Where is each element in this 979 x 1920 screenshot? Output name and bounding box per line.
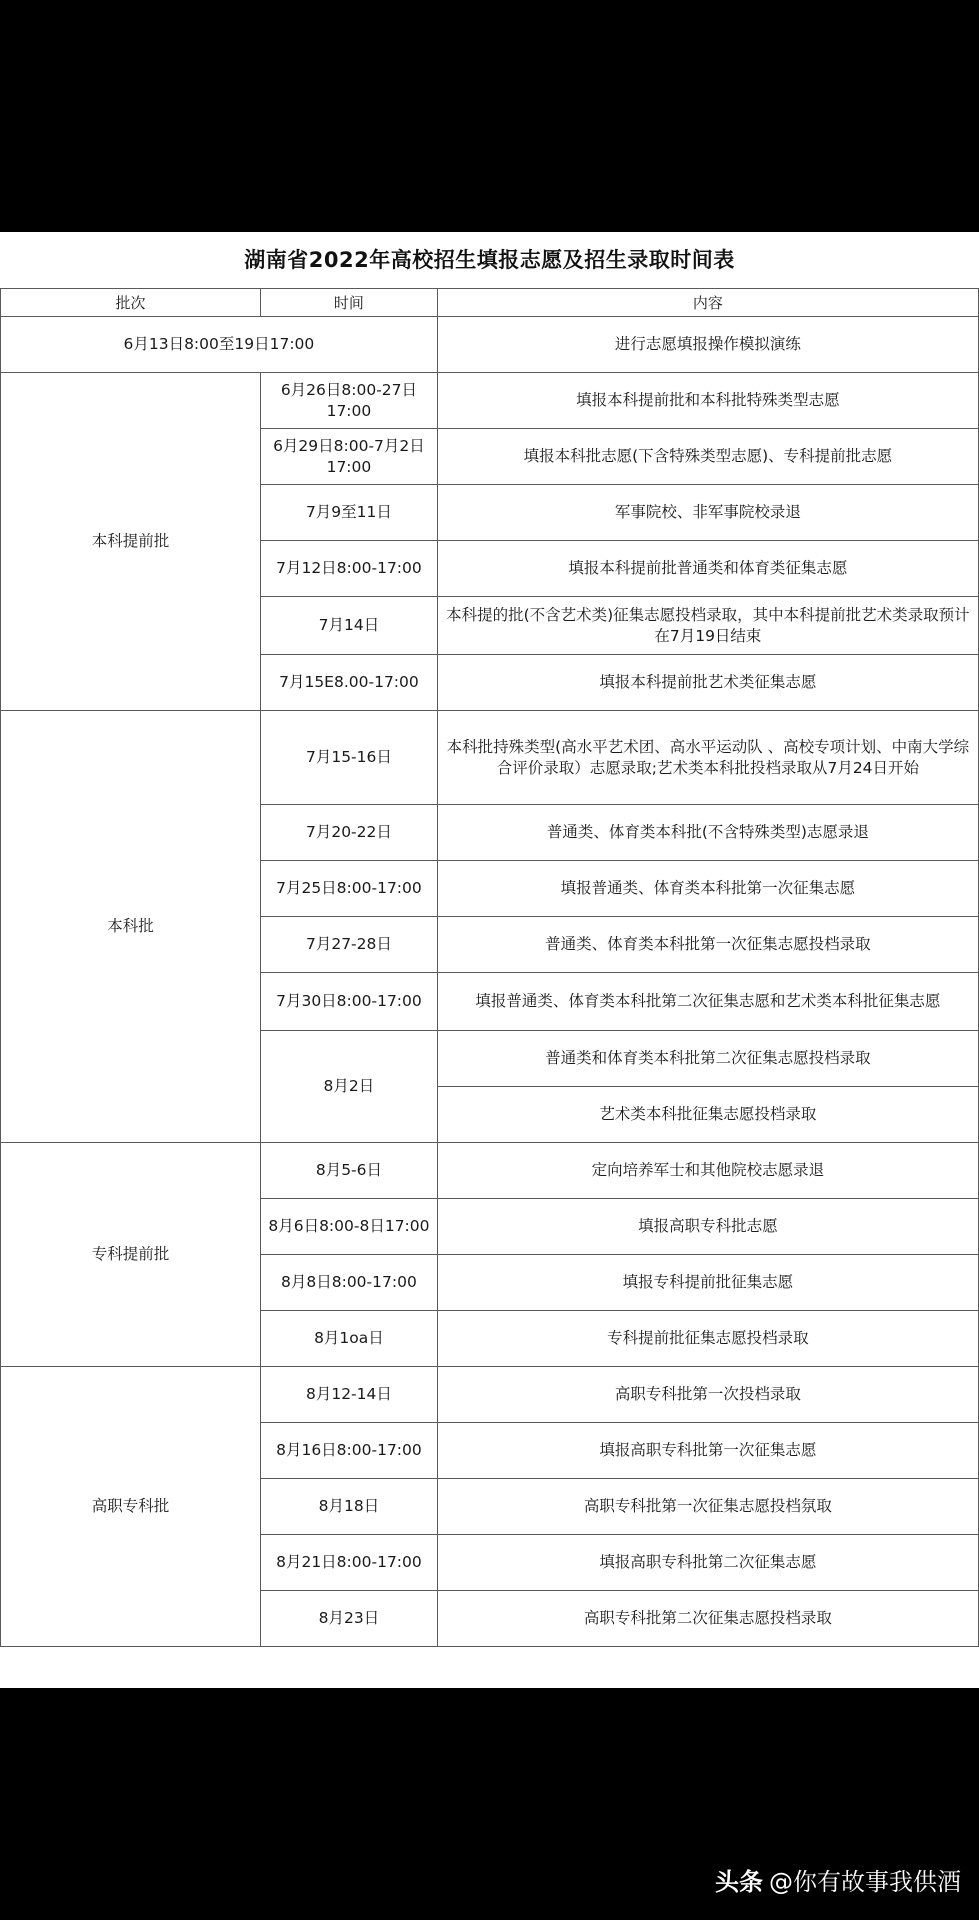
content-cell: 本科批持殊类型(高水平艺术团、高水平运动队 、高校专项计划、中南大学综合评价录取）志愿录取;艺术类本科批投档录取从7月24日开始 bbox=[437, 711, 978, 805]
mock-drill-row bbox=[1, 317, 979, 373]
time-cell: 8月16日8:00-17:00 bbox=[261, 1423, 438, 1479]
batch-cell: 专科提前批 bbox=[1, 1143, 261, 1367]
content-cell: 填报专科提前批征集志愿 bbox=[437, 1255, 978, 1311]
content-cell: 军事院校、非军事院校录退 bbox=[437, 485, 978, 541]
time-cell: 7月14日 bbox=[261, 597, 438, 655]
batch-cell: 高职专科批 bbox=[1, 1367, 261, 1647]
time-cell: 7月12日8:00-17:00 bbox=[261, 541, 438, 597]
time-cell: 7月20-22日 bbox=[261, 805, 438, 861]
content-cell: 普通类、体育类本科批(不含特殊类型)志愿录退 bbox=[437, 805, 978, 861]
time-cell: 6月29日8:00-7月2日17:00 bbox=[261, 429, 438, 485]
watermark-brand: 头条 bbox=[715, 1868, 763, 1896]
time-cell: 8月5-6日 bbox=[261, 1143, 438, 1199]
content-cell: 填报本科提前批普通类和体育类征集志愿 bbox=[437, 541, 978, 597]
content-cell: 高职专科批第一次投档录取 bbox=[437, 1367, 978, 1423]
time-cell: 8月18日 bbox=[261, 1479, 438, 1535]
time-cell: 8月2日 bbox=[261, 1031, 438, 1143]
time-cell: 8月23日 bbox=[261, 1591, 438, 1647]
header-time-label: 时间 bbox=[333, 293, 364, 312]
time-cell: 8月21日8:00-17:00 bbox=[261, 1535, 438, 1591]
time-cell: 8月6日8:00-8日17:00 bbox=[261, 1199, 438, 1255]
time-cell: 7月15E8.00-17:00 bbox=[261, 655, 438, 711]
header-content: 内容 bbox=[437, 289, 978, 317]
watermark bbox=[715, 1862, 961, 1902]
time-cell: 7月30日8:00-17:00 bbox=[261, 973, 438, 1031]
content-cell: 定向培养军士和其他院校志愿录退 bbox=[437, 1143, 978, 1199]
content-cell: 填报普通类、体育类本科批第二次征集志愿和艺术类本科批征集志愿 bbox=[437, 973, 978, 1031]
table-row bbox=[1, 1367, 979, 1423]
table-row bbox=[1, 711, 979, 805]
content-cell: 填报高职专科批志愿 bbox=[437, 1199, 978, 1255]
watermark-author: @你有故事我供酒 bbox=[769, 1868, 961, 1896]
time-cell: 7月27-28日 bbox=[261, 917, 438, 973]
content-cell: 填报普通类、体育类本科批第一次征集志愿 bbox=[437, 861, 978, 917]
content-cell: 普通类和体育类本科批第二次征集志愿投档录取 bbox=[437, 1031, 978, 1087]
mock-drill-time: 6月13日8:00至19日17:00 bbox=[1, 317, 438, 373]
content-cell: 填报高职专科批第二次征集志愿 bbox=[437, 1535, 978, 1591]
content-cell: 高职专科批第一次征集志愿投档氛取 bbox=[437, 1479, 978, 1535]
header-time bbox=[261, 289, 438, 317]
time-cell: 6月26日8:00-27日17:00 bbox=[261, 373, 438, 429]
time-cell: 8月12-14日 bbox=[261, 1367, 438, 1423]
table-row bbox=[1, 373, 979, 429]
schedule-table-body bbox=[1, 289, 979, 1647]
time-cell: 7月15-16日 bbox=[261, 711, 438, 805]
content-cell: 艺术类本科批征集志愿投档录取 bbox=[437, 1087, 978, 1143]
time-cell: 8月1oa日 bbox=[261, 1311, 438, 1367]
document-title: 湖南省2022年高校招生填报志愿及招生录取时间表 bbox=[244, 248, 735, 272]
content-cell: 普通类、体育类本科批第一次征集志愿投档录取 bbox=[437, 917, 978, 973]
time-cell: 8月8日8:00-17:00 bbox=[261, 1255, 438, 1311]
batch-cell: 本科提前批 bbox=[1, 373, 261, 711]
schedule-sheet bbox=[0, 232, 979, 1688]
time-cell: 7月25日8:00-17:00 bbox=[261, 861, 438, 917]
header-row bbox=[1, 289, 979, 317]
content-cell: 专科提前批征集志愿投档录取 bbox=[437, 1311, 978, 1367]
content-cell: 填报本科批志愿(下含特殊类型志愿)、专科提前批志愿 bbox=[437, 429, 978, 485]
content-cell: 填报本科提前批和本科批特殊类型志愿 bbox=[437, 373, 978, 429]
schedule-table bbox=[0, 288, 979, 1647]
table-row bbox=[1, 1143, 979, 1199]
content-cell: 本科提的批(不含艺术类)征集志愿投档录取，其中本科提前批艺术类录取预计在7月19日结束 bbox=[437, 597, 978, 655]
content-cell: 填报高职专科批第一次征集志愿 bbox=[437, 1423, 978, 1479]
header-batch: 批次 bbox=[1, 289, 261, 317]
time-cell: 7月9至11日 bbox=[261, 485, 438, 541]
mock-drill-content: 进行志愿填报操作模拟演练 bbox=[437, 317, 978, 373]
content-cell: 填报本科提前批艺术类征集志愿 bbox=[437, 655, 978, 711]
content-cell: 高职专科批第二次征集志愿投档录取 bbox=[437, 1591, 978, 1647]
batch-cell: 本科批 bbox=[1, 711, 261, 1143]
